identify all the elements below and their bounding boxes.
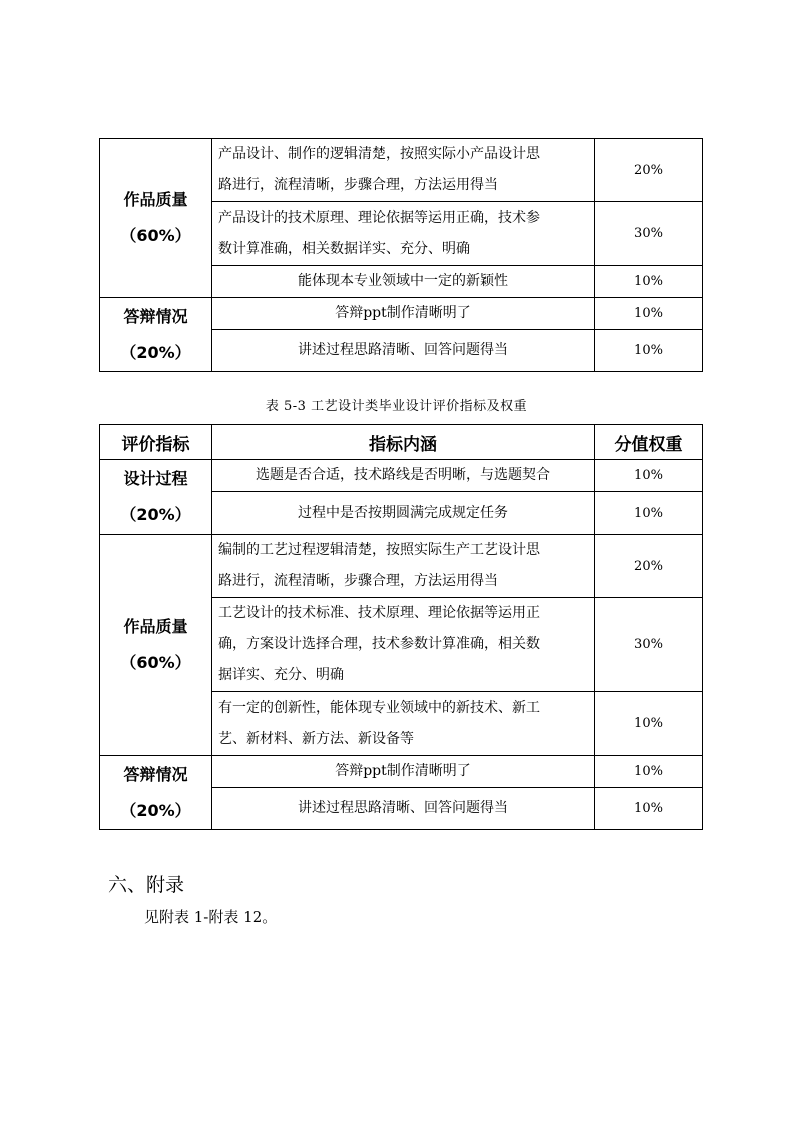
weight-cell: 10% (595, 460, 703, 492)
criteria-cell: 产品设计的技术原理、理论依据等运用正确，技术参 数计算准确，相关数据详实、充分、明确 (212, 202, 595, 266)
criteria-cell: 答辩ppt制作清晰明了 (212, 756, 595, 788)
category-cell (100, 139, 212, 298)
weight-cell: 20% (595, 139, 703, 202)
criteria-cell: 过程中是否按期圆满完成规定任务 (212, 492, 595, 535)
criteria-cell: 能体现本专业领域中一定的新颖性 (212, 266, 595, 298)
weight-cell: 20% (595, 535, 703, 598)
weight-cell: 10% (595, 692, 703, 756)
category-percent: （20%） (120, 800, 191, 820)
category-name: 作品质量 (123, 190, 188, 209)
criteria-cell: 答辩ppt制作清晰明了 (212, 298, 595, 330)
weight-cell: 10% (595, 298, 703, 330)
weight-cell: 10% (595, 330, 703, 372)
weight-cell: 10% (595, 788, 703, 830)
criteria-cell: 编制的工艺过程逻辑清楚，按照实际生产工艺设计思 路进行，流程清晰，步骤合理，方法运用得当 (212, 535, 595, 598)
criteria-cell: 讲述过程思路清晰、回答问题得当 (212, 788, 595, 830)
weight-cell: 10% (595, 756, 703, 788)
category-cell (100, 298, 212, 372)
table-caption: 表 5-3 工艺设计类毕业设计评价指标及权重 (265, 399, 528, 414)
category-cell (100, 535, 212, 756)
category-name: 答辩情况 (123, 306, 188, 326)
criteria-cell: 选题是否合适，技术路线是否明晰，与选题契合 (212, 460, 595, 492)
weight-cell: 10% (595, 492, 703, 535)
criteria-cell: 有一定的创新性，能体现专业领域中的新技术、新工 艺、新材料、新方法、新设备等 (212, 692, 595, 756)
evaluation-table-continued (99, 138, 703, 372)
category-name: 答辩情况 (123, 764, 188, 784)
category-name: 设计过程 (123, 469, 188, 488)
criteria-cell: 产品设计、制作的逻辑清楚，按照实际小产品设计思 路进行，流程清晰，步骤合理，方法运用得当 (212, 139, 595, 202)
category-percent: （20%） (120, 342, 191, 362)
header-weight: 分值权重 (595, 425, 703, 460)
weight-cell: 30% (595, 598, 703, 692)
section-heading: 六、附录 (108, 874, 185, 896)
category-percent: （60%） (120, 226, 191, 245)
header-content: 指标内涵 (212, 425, 595, 460)
weight-cell: 30% (595, 202, 703, 266)
header-indicator: 评价指标 (100, 425, 212, 460)
category-name: 作品质量 (123, 617, 188, 636)
category-percent: （20%） (120, 505, 191, 524)
section-body-text: 见附表 1-附表 12。 (144, 908, 278, 926)
category-percent: （60%） (120, 653, 191, 672)
category-cell (100, 756, 212, 830)
category-cell (100, 460, 212, 535)
criteria-cell: 讲述过程思路清晰、回答问题得当 (212, 330, 595, 372)
criteria-cell: 工艺设计的技术标准、技术原理、理论依据等运用正 确，方案设计选择合理，技术参数计算准确，相关数 据详实、充分、明确 (212, 598, 595, 692)
process-design-evaluation-table (99, 424, 703, 830)
weight-cell: 10% (595, 266, 703, 298)
